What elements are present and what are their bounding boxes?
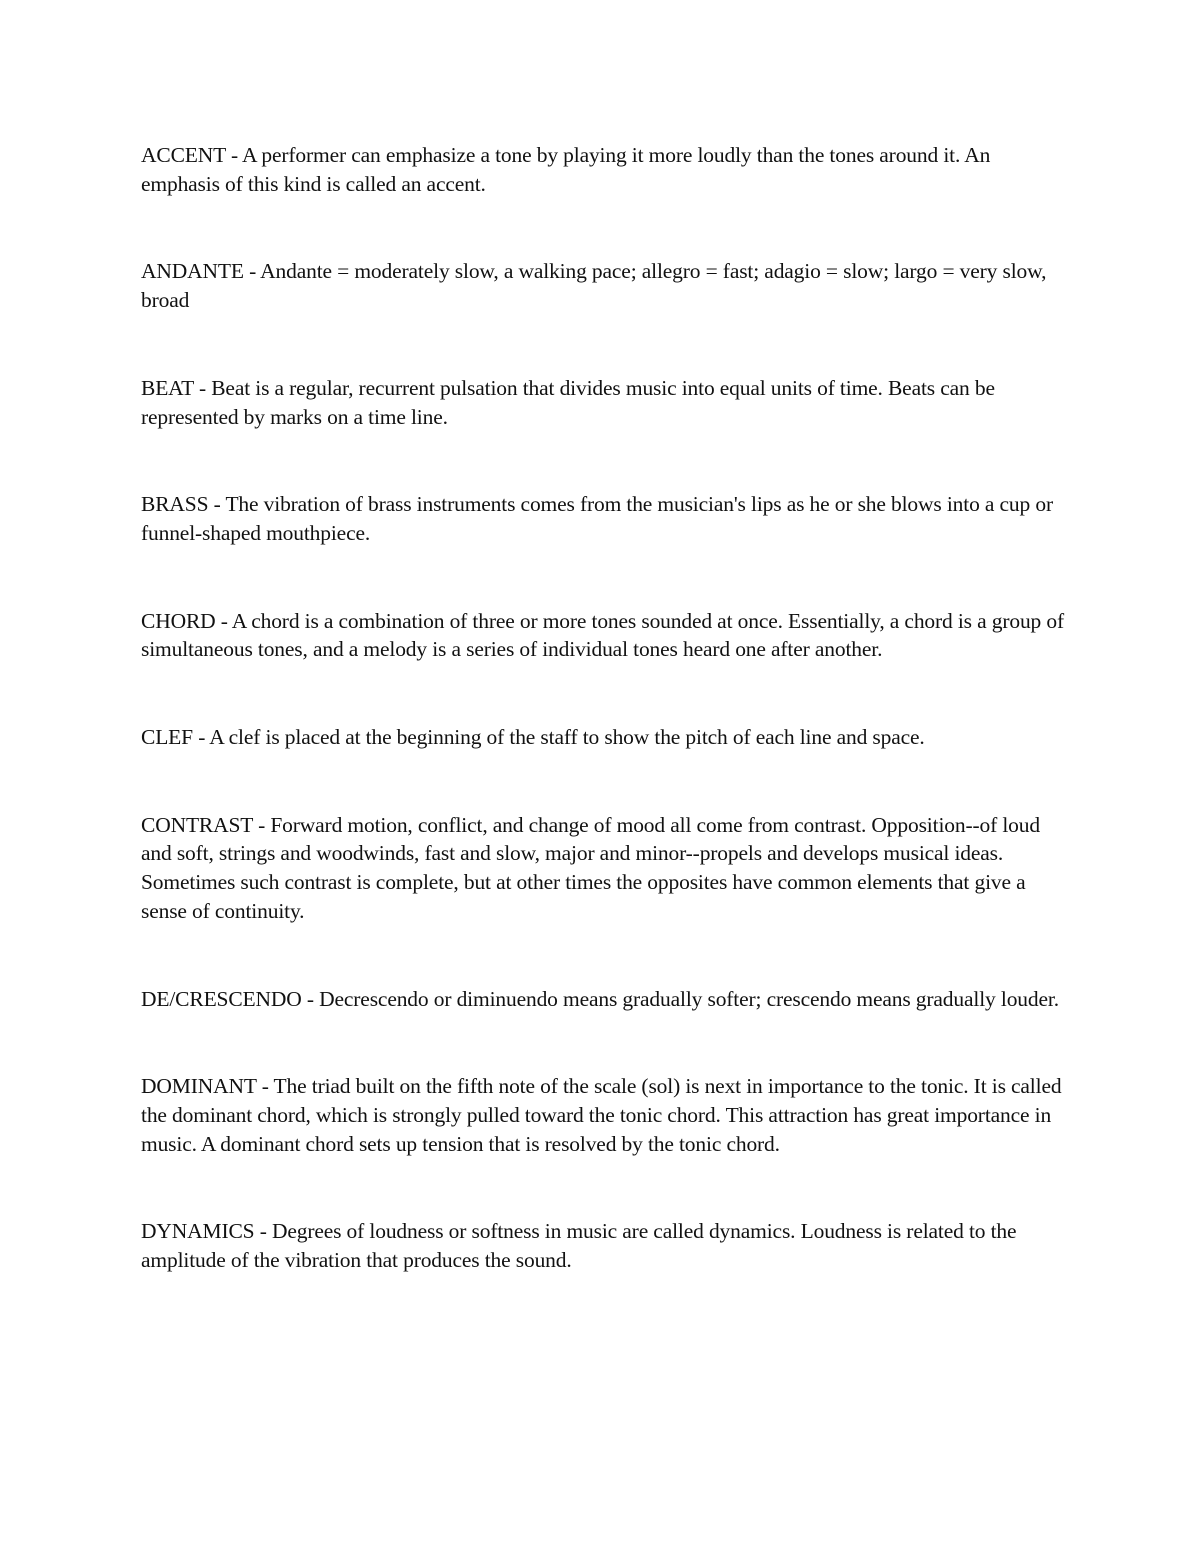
entry-definition: Andante = moderately slow, a walking pace; allegro = fast; adagio = slow; largo = very slow, broad	[141, 259, 1047, 313]
entry-term: BRASS	[141, 492, 209, 517]
entry-definition: A chord is a combination of three or more tones sounded at once. Essentially, a chord is a group of simultaneous tones, and a melody is a series of individual tones heard one after another.	[141, 608, 1064, 662]
glossary-entry-contrast: CONTRAST - Forward motion, conflict, and change of mood all come from contrast. Opposition--of loud and soft, strings and woodwinds, fast and slow, major and minor--propels and develops musical ideas. Sometimes such contrast is complete, but at other times the opposites have common elements that give a sense of continuity.	[141, 812, 1040, 923]
entry-definition: Decrescendo or diminuendo means gradually softer; crescendo means gradually louder.	[319, 986, 1059, 1011]
glossary-entry-dynamics: DYNAMICS - Degrees of loudness or softness in music are called dynamics. Loudness is related to the amplitude of the vibration that produces the sound.	[141, 1219, 1017, 1273]
entry-term: CHORD	[141, 608, 216, 633]
entry-definition: Forward motion, conflict, and change of mood all come from contrast. Opposition--of loud and soft, strings and woodwinds, fast and slow, major and minor--propels and develops musical ideas. Sometimes such contrast is complete, but at other times the opposites have common elements that give a sense of continuity.	[141, 812, 1040, 923]
entry-definition: A performer can emphasize a tone by playing it more loudly than the tones around it. An emphasis of this kind is called an accent.	[141, 143, 991, 196]
entry-definition: Degrees of loudness or softness in music are called dynamics. Loudness is related to the amplitude of the vibration that produces the sound.	[141, 1219, 1017, 1273]
entry-definition: The triad built on the fifth note of the scale (sol) is next in importance to the tonic. It is called the dominant chord, which is strongly pulled toward the tonic chord. This attraction has great importance in music. A dominant chord sets up tension that is resolved by the tonic chord.	[141, 1074, 1062, 1156]
glossary-entry-dominant: DOMINANT - The triad built on the fifth note of the scale (sol) is next in importance to the tonic. It is called the dominant chord, which is strongly pulled toward the tonic chord. This attraction has great importance in music. A dominant chord sets up tension that is resolved by the tonic chord.	[141, 1074, 1062, 1156]
entry-term: DOMINANT	[141, 1074, 257, 1099]
entry-term: CLEF	[141, 725, 193, 750]
glossary-entry-decrescendo: DE/CRESCENDO - Decrescendo or diminuendo means gradually softer; crescendo means gradually louder.	[141, 986, 1059, 1011]
glossary-entry-accent: ACCENT - A performer can emphasize a tone by playing it more loudly than the tones around it. An emphasis of this kind is called an accent.	[141, 143, 991, 196]
entry-term: DE/CRESCENDO	[141, 986, 302, 1011]
glossary-list	[141, 141, 1066, 1334]
entry-definition: A clef is placed at the beginning of the staff to show the pitch of each line and space.	[209, 725, 925, 750]
glossary-entry-andante: ANDANTE - Andante = moderately slow, a walking pace; allegro = fast; adagio = slow; largo = very slow, broad	[141, 259, 1047, 313]
glossary-entry-clef: CLEF - A clef is placed at the beginning of the staff to show the pitch of each line and space.	[141, 725, 925, 750]
glossary-entry-chord: CHORD - A chord is a combination of three or more tones sounded at once. Essentially, a chord is a group of simultaneous tones, and a melody is a series of individual tones heard one after another.	[141, 608, 1064, 662]
glossary-entry-beat: BEAT - Beat is a regular, recurrent pulsation that divides music into equal units of time. Beats can be represented by marks on a time line.	[141, 375, 995, 429]
entry-definition: Beat is a regular, recurrent pulsation that divides music into equal units of time. Beats can be represented by marks on a time line.	[141, 375, 995, 429]
entry-term: ANDANTE	[141, 259, 244, 284]
entry-term: DYNAMICS	[141, 1219, 255, 1244]
entry-definition: The vibration of brass instruments comes from the musician's lips as he or she blows into a cup or funnel-shaped mouthpiece.	[141, 492, 1053, 545]
entry-term: ACCENT	[141, 143, 226, 167]
entry-term: BEAT	[141, 375, 194, 400]
entry-term: CONTRAST	[141, 812, 253, 837]
glossary-entry-brass: BRASS - The vibration of brass instruments comes from the musician's lips as he or she blows into a cup or funnel-shaped mouthpiece.	[141, 492, 1053, 545]
